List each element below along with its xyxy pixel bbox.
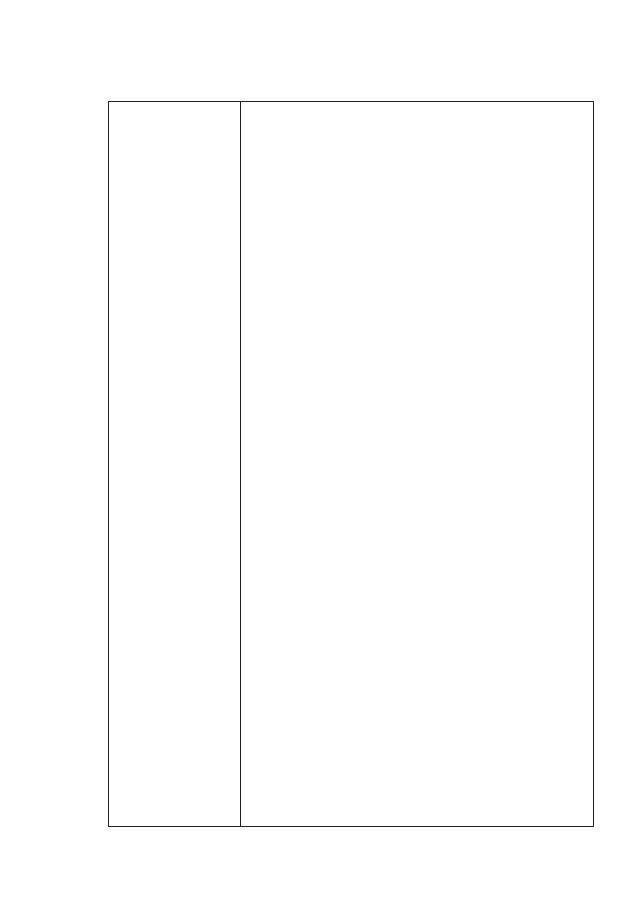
table-values-cell	[241, 102, 593, 826]
table-label-cell	[109, 102, 241, 826]
funding-table	[108, 101, 594, 827]
